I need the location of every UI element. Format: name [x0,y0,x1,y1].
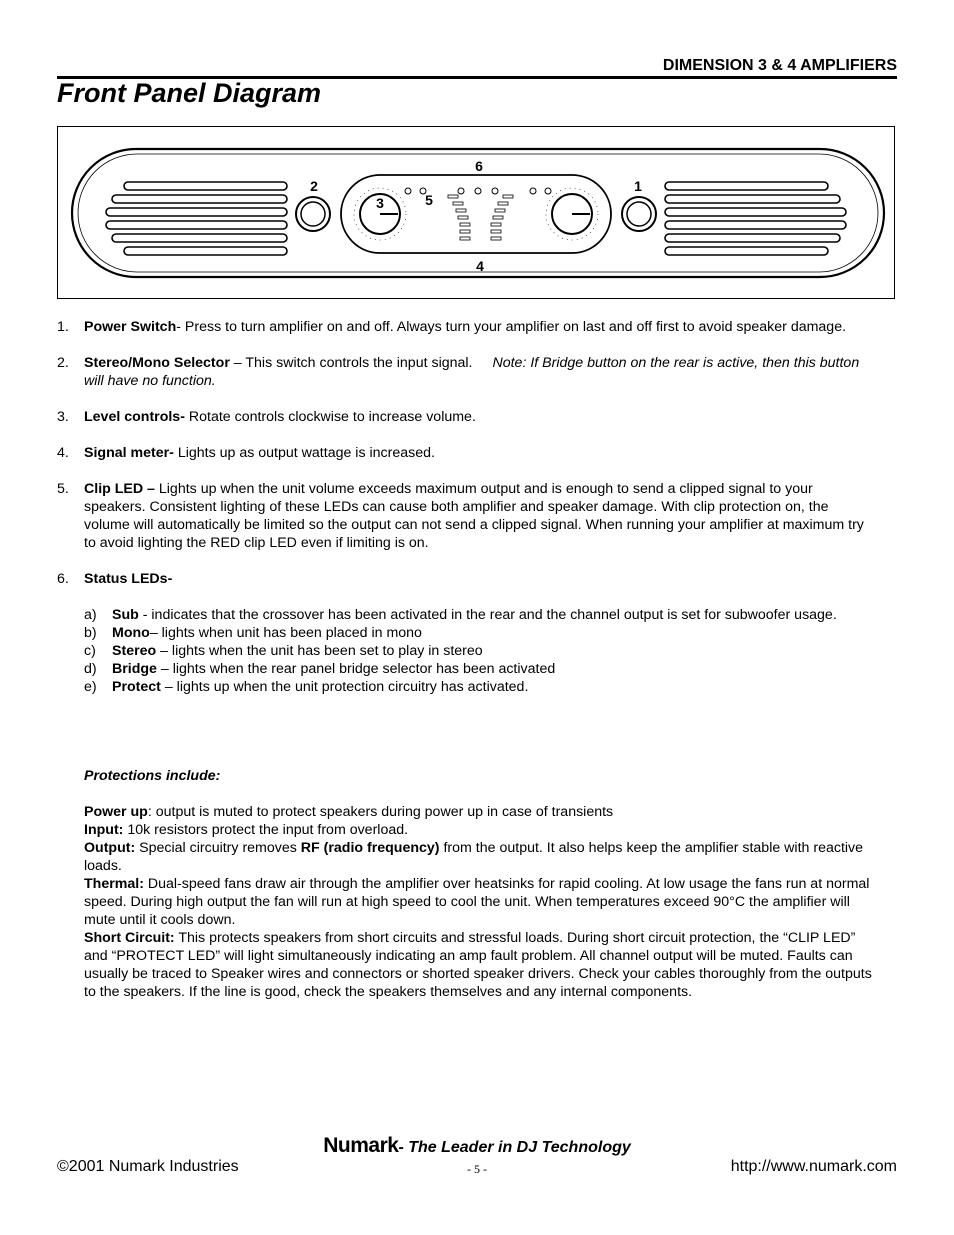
item-term: Power Switch [84,319,177,335]
left-power-switch [296,197,330,231]
brand-tagline: - The Leader in DJ Technology [398,1139,631,1156]
protection-entry [84,929,874,1001]
list-item [57,318,877,336]
callout-5: 5 [425,192,433,208]
list-item [57,354,877,390]
list-item [84,606,877,624]
item-term: Level controls- [84,409,185,425]
item-term: Protect [112,679,161,695]
website-url: http://www.numark.com [730,1158,897,1175]
list-item [57,444,877,462]
protection-term: Power up [84,804,148,820]
callout-6: 6 [475,158,483,174]
item-text: – lights when unit has been placed in mono [149,625,422,641]
item-term: Signal meter- [84,445,174,461]
item-text: – lights when the unit has been set to play in stereo [156,643,483,659]
item-number: 2. [57,355,69,371]
signal-meter [448,195,513,240]
list-item [57,480,877,552]
list-item [84,678,877,696]
item-text: Rotate controls clockwise to increase volume. [184,409,476,425]
callout-2: 2 [310,178,318,194]
item-number: 6. [57,571,69,587]
list-item [84,660,877,678]
numark-logo: Numark [323,1134,399,1157]
protection-text: from the output. It also helps keep the amplifier stable with reactive loads. [84,840,864,874]
protection-text: 10k resistors protect the input from overload. [123,822,409,838]
item-text: – lights up when the unit protection circuitry has activated. [160,679,529,695]
feature-list [57,318,877,696]
item-term: Status LEDs- [84,571,173,587]
protections-section [84,767,874,1001]
protection-text: Special circuitry removes [135,840,301,856]
footer-brand [0,1134,954,1158]
left-vents [106,182,287,255]
item-number: 5. [57,481,69,497]
protection-entry [84,821,874,839]
list-item [57,408,877,426]
protection-term: Thermal: [84,876,144,892]
list-item [57,570,877,588]
item-letter: b) [84,625,97,641]
item-term: Clip LED – [84,481,155,497]
page-number: - 5 - [467,1162,487,1176]
protection-term: Output: [84,840,136,856]
list-item [84,624,877,642]
section-title: DIMENSION 3 & 4 AMPLIFIERS [662,57,897,74]
item-text: – This switch controls the input signal. [229,355,473,371]
list-item [84,642,877,660]
protections-heading: Protections include: [84,768,221,784]
right-power-switch [622,197,656,231]
item-letter: e) [84,679,97,695]
callout-3: 3 [376,195,384,211]
item-term: Stereo/Mono Selector [84,355,230,371]
item-text: - Press to turn amplifier on and off. Always turn your amplifier on last and off first to avoid speaker damage. [176,319,847,335]
item-term: Sub [112,607,139,623]
item-letter: a) [84,607,97,623]
protection-term-rf: RF (radio frequency) [300,840,440,856]
protection-text: : output is muted to protect speakers during power up in case of transients [147,804,614,820]
protection-text: This protects speakers from short circuits and stressful loads. During short circuit protection, the “CLIP LED” and “PROTECT LED” will light simultaneously indicating an amp fault problem. All channel output will be muted. Faults can usually be traced to Speaker wires and connectors or shorted speaker drivers. Check your cables thoroughly from the outputs to the speakers. If the line is good, check the speakers themselves and any internal components. [84,930,872,1000]
item-text: Lights up when the unit volume exceeds maximum output and is enough to send a clipped signal to your speakers. Consistent lighting of these LEDs can cause both amplifier and speaker damage. With clip protection on, the volume will automatically be limited so the output can not send a clipped signal. When running your amplifier at maximum try to avoid lighting the RED clip LED even if limiting is on. [84,481,864,551]
item-letter: d) [84,661,97,677]
right-level-knob [546,188,598,240]
protection-text: Dual-speed fans draw air through the amplifier over heatsinks for rapid cooling. At low usage the fans run at normal speed. During high output the fan will run at high speed to cool the unit. When temperatures exceed 90°C the amplifier will mute until it cools down. [84,876,870,928]
item-letter: c) [84,643,96,659]
item-number: 3. [57,409,69,425]
item-term: Mono [112,625,150,641]
protection-term: Short Circuit: [84,930,175,946]
protection-entry [84,875,874,929]
item-number: 1. [57,319,69,335]
callout-4: 4 [476,258,484,274]
protection-entry [84,839,874,875]
item-text: Lights up as output wattage is increased. [173,445,435,461]
item-text: - indicates that the crossover has been activated in the rear and the channel output is set for subwoofer usage. [138,607,837,623]
callout-1: 1 [634,178,642,194]
item-number: 4. [57,445,69,461]
protection-entry [84,803,874,821]
copyright: ©2001 Numark Industries [57,1158,239,1175]
right-vents [665,182,846,255]
front-panel-illustration [58,127,894,298]
item-note: Note: If Bridge button on the rear is active, then this button will have no function. [84,355,860,389]
status-led-list [84,606,877,696]
front-panel-diagram [57,126,895,299]
item-term: Stereo [112,643,157,659]
item-term: Bridge [112,661,157,677]
page-title: Front Panel Diagram [57,78,322,108]
item-text: – lights when the rear panel bridge selector has been activated [156,661,556,677]
protection-term: Input: [84,822,124,838]
